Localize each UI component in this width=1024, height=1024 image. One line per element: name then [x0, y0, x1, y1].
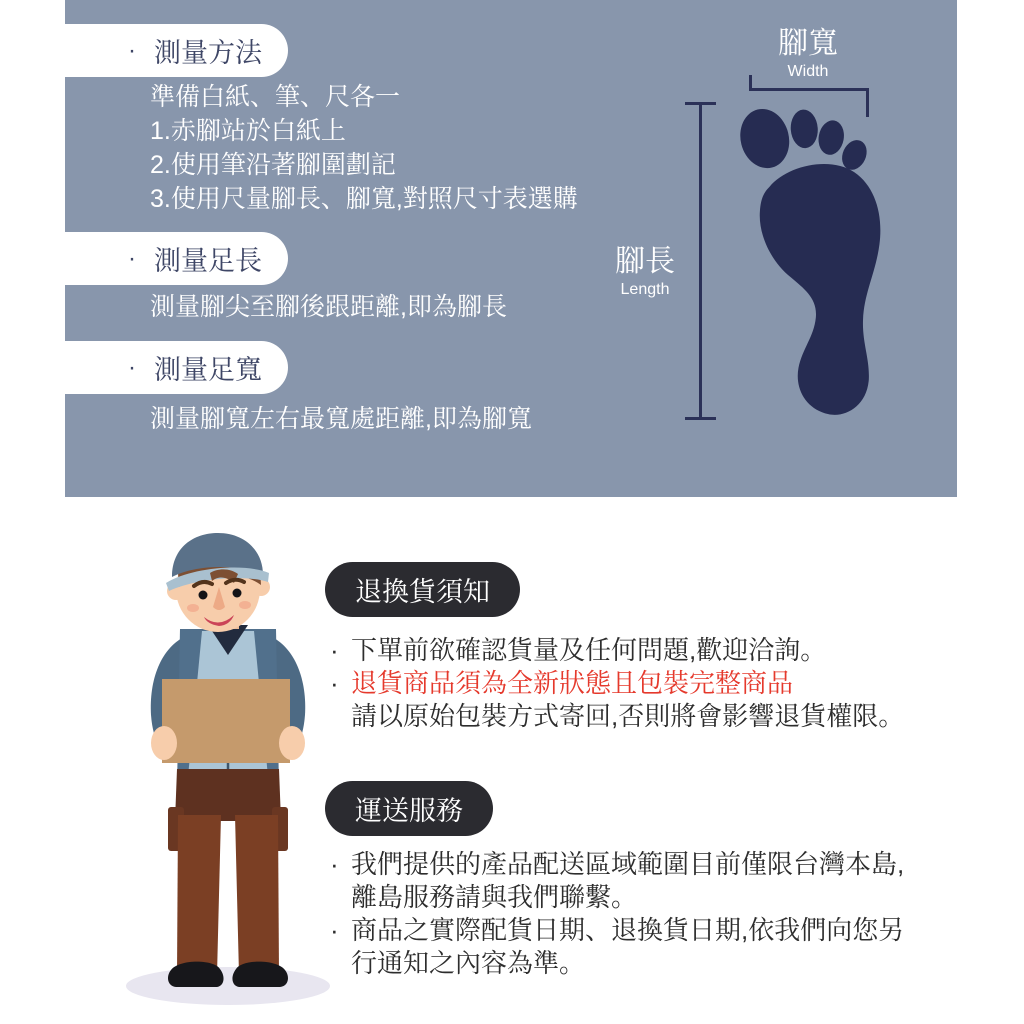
- right-cheek: [239, 601, 251, 609]
- foot-width-instruction: 測量腳寬左右最寬處距離,即為腳寬: [150, 405, 532, 433]
- notice-line: [330, 667, 904, 700]
- foot-length-instruction: 測量腳尖至腳後跟距離,即為腳長: [150, 293, 507, 321]
- method-line-3: 2.使用筆沿著腳圍劃記: [150, 151, 396, 179]
- left-shoe: [168, 962, 224, 987]
- delivery-man-illustration: [122, 523, 334, 1015]
- returns-notice-badge: 退換貨須知: [325, 562, 520, 617]
- shipping-service-list: [330, 848, 904, 980]
- method-instructions: [150, 80, 578, 216]
- right-eye: [233, 589, 242, 598]
- length-line-bottom-cap: [685, 417, 716, 420]
- notice-text: 離島服務請與我們聯繫。: [351, 882, 638, 912]
- notice-text: 我們提供的產品配送區域範圍目前僅限台灣本島,: [351, 849, 905, 879]
- bullet-dot: [330, 947, 351, 980]
- section-pill-foot-width: [0, 341, 288, 394]
- width-label-zh: 腳寬: [778, 27, 838, 60]
- length-label-en: Length: [620, 281, 670, 298]
- section-pill-foot-length: [0, 232, 288, 285]
- notice-text: 下單前欲確認貨量及任何問題,歡迎洽詢。: [351, 635, 827, 665]
- waist-band: [175, 769, 281, 821]
- left-eye: [199, 591, 208, 600]
- bullet-dot: ·: [128, 36, 136, 64]
- bullet-dot: ·: [330, 635, 339, 665]
- notice-line: [330, 848, 904, 881]
- width-label: [756, 27, 860, 81]
- notice-line: [330, 881, 904, 914]
- shipping-service-badge: 運送服務: [325, 781, 493, 836]
- method-line-2: 1.赤腳站於白紙上: [150, 117, 346, 145]
- width-bracket-line: [749, 88, 869, 91]
- toe-shape: [816, 118, 847, 157]
- method-line-1: 準備白紙、筆、尺各一: [150, 83, 401, 111]
- notice-text-alert: 退貨商品須為全新狀態且包裝完整商品: [351, 668, 794, 698]
- notice-line: [330, 700, 904, 733]
- length-label: [602, 245, 688, 299]
- notice-line: [330, 634, 904, 667]
- notice-text: 請以原始包裝方式寄回,否則將會影響退貨權限。: [351, 701, 905, 731]
- right-shoe: [232, 962, 288, 987]
- right-leg: [235, 815, 279, 975]
- notice-line: [330, 914, 904, 947]
- section-pill-method: [0, 24, 288, 77]
- left-cheek: [187, 604, 199, 612]
- toe-shape: [789, 109, 819, 149]
- length-line-top-cap: [685, 102, 716, 105]
- cardboard-box: [162, 679, 290, 763]
- left-hand: [151, 726, 177, 760]
- bullet-dot: ·: [330, 668, 339, 698]
- bullet-dot: ·: [330, 849, 339, 879]
- length-label-zh: 腳長: [615, 245, 675, 278]
- bullet-dot: ·: [128, 244, 136, 272]
- big-toe-shape: [738, 104, 795, 174]
- bullet-dot: [330, 881, 351, 914]
- returns-notice-list: [330, 634, 904, 733]
- bullet-dot: ·: [128, 353, 136, 381]
- bullet-dot: ·: [330, 915, 339, 945]
- bullet-dot: [330, 700, 351, 733]
- method-line-4: 3.使用尺量腳長、腳寬,對照尺寸表選購: [150, 185, 578, 213]
- notice-text: 商品之實際配貨日期、退換貨日期,依我們向您另: [351, 915, 905, 945]
- ground-shadow: [126, 967, 330, 1005]
- notice-text: 行通知之內容為準。: [351, 948, 586, 978]
- section-pill-foot-width-label: 測量足寬: [154, 355, 262, 385]
- width-bracket-left-tick: [749, 75, 752, 91]
- length-line: [699, 103, 702, 419]
- section-pill-foot-length-label: 測量足長: [154, 246, 262, 276]
- section-pill-method-label: 測量方法: [154, 38, 262, 68]
- right-hand: [279, 726, 305, 760]
- width-label-en: Width: [787, 63, 829, 80]
- left-leg: [177, 815, 221, 975]
- sole-shape: [760, 164, 881, 415]
- footprint-graphic: [738, 100, 884, 418]
- notice-line: [330, 947, 904, 980]
